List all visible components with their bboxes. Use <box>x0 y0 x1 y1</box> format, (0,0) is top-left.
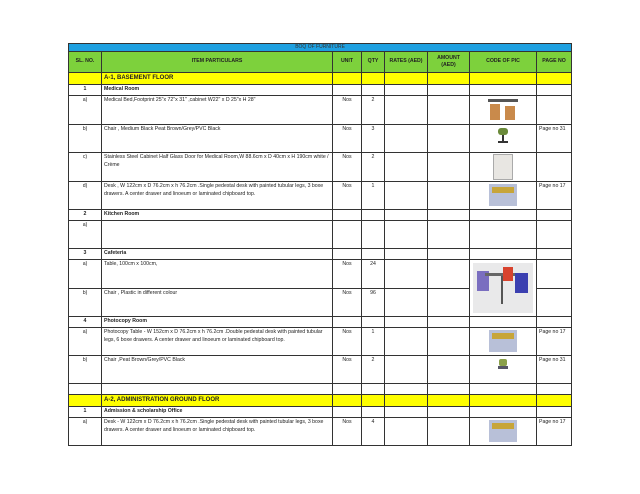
medical-bed-image <box>488 99 518 121</box>
page: Page no 31 <box>537 125 572 153</box>
group-name: Kitchen Room <box>102 210 333 221</box>
qty: 1 <box>362 328 385 356</box>
table-row <box>69 153 572 182</box>
table-row <box>69 418 572 446</box>
sl: d) <box>69 182 102 210</box>
page <box>537 260 572 289</box>
table-row <box>69 182 572 210</box>
group-row <box>69 85 572 96</box>
group-name: Admission & scholarship Office <box>102 407 333 418</box>
qty: 96 <box>362 288 385 317</box>
unit: Nos <box>333 418 362 446</box>
group-name: Photocopy Room <box>102 317 333 328</box>
unit: Nos <box>333 153 362 182</box>
group-name: Medical Room <box>102 85 333 96</box>
table-row <box>69 356 572 384</box>
qty: 2 <box>362 356 385 384</box>
table-row <box>69 125 572 153</box>
section-label: A-2, ADMINISTRATION GROUND FLOOR <box>102 395 333 407</box>
section-row <box>69 73 572 85</box>
photocopy-table-image <box>489 330 517 352</box>
header-row <box>69 52 572 73</box>
desc: Photocopy Table - W 152cm x D 76.2cm x h 76.2cm .Double pedestal desk with painted tubular legs, 6 boxe drawers. A center drawer and linoeum or laminated chipboard top. <box>102 328 333 356</box>
desc: Table, 100cm x 100cm, <box>102 260 333 289</box>
table-row <box>69 260 572 289</box>
group-no: 2 <box>69 210 102 221</box>
unit: Nos <box>333 96 362 125</box>
table-row <box>69 96 572 125</box>
unit: Nos <box>333 328 362 356</box>
col-header: PAGE NO <box>537 52 572 73</box>
desk-image <box>489 184 517 206</box>
desc: Desk - W 122cm x D 76.2cm x h 76.2cm .Single pedestal desk with painted tubular legs, 3 boxe drawers. A center drawer and linoeum or laminated chipboard top. <box>102 418 333 446</box>
unit: Nos <box>333 125 362 153</box>
col-header: QTY <box>362 52 385 73</box>
qty: 2 <box>362 96 385 125</box>
desc: Chair , Medium Black Peat Brown/Grey/PVC Black <box>102 125 333 153</box>
sl: c) <box>69 153 102 182</box>
group-no: 4 <box>69 317 102 328</box>
page: Page no 31 <box>537 356 572 384</box>
sl: b) <box>69 356 102 384</box>
group-row <box>69 210 572 221</box>
page: Page no 17 <box>537 182 572 210</box>
qty: 2 <box>362 153 385 182</box>
chair-image <box>498 359 508 377</box>
col-header: AMOUNT (AED) <box>428 52 470 73</box>
group-no: 3 <box>69 249 102 260</box>
section-row <box>69 395 572 407</box>
group-name: Cafeteria <box>102 249 333 260</box>
unit: Nos <box>333 260 362 289</box>
group-row <box>69 407 572 418</box>
page <box>537 96 572 125</box>
cafeteria-set-image <box>473 263 533 313</box>
col-header: SL. NO. <box>69 52 102 73</box>
unit: Nos <box>333 356 362 384</box>
table-row <box>69 328 572 356</box>
qty: 24 <box>362 260 385 289</box>
col-header: RATES (AED) <box>385 52 428 73</box>
cabinet-image <box>493 154 513 180</box>
desc: Chair ,Peat Brown/Grey/PVC Black <box>102 356 333 384</box>
group-row <box>69 249 572 260</box>
table-title: BOQ OF FURNITURE <box>69 44 572 52</box>
group-row <box>69 317 572 328</box>
boq-table <box>68 43 572 446</box>
sl: b) <box>69 125 102 153</box>
desc: Medical Bed,Footprint 25"x 72"x 31" ,cabinet W22" x D 25"x H 28" <box>102 96 333 125</box>
qty: 4 <box>362 418 385 446</box>
col-header: CODE OF PIC <box>470 52 537 73</box>
col-header: UNIT <box>333 52 362 73</box>
section-label: A-1, BASEMENT FLOOR <box>102 73 333 85</box>
qty: 1 <box>362 182 385 210</box>
office-chair-image <box>498 128 508 146</box>
group-no: 1 <box>69 85 102 96</box>
sl: a) <box>69 260 102 289</box>
desk-image <box>489 420 517 442</box>
desc: Stainless Steel Cabinet Half Glass Door for Medical Room,W 88.6cm x D 40cm x H 190cm white / Crème <box>102 153 333 182</box>
sl: a) <box>69 96 102 125</box>
sl: b) <box>69 288 102 317</box>
unit: Nos <box>333 182 362 210</box>
sl: a) <box>69 418 102 446</box>
page <box>537 288 572 317</box>
sl: a) <box>69 328 102 356</box>
desc: Desk , W 122cm x D 76.2cm x h 76.2cm .Single pedestal desk with painted tubular legs, 3 boxe drawers. A center drawer and linoeum or laminated chipboard top. <box>102 182 333 210</box>
group-no: 1 <box>69 407 102 418</box>
table-row <box>69 221 572 249</box>
col-header: ITEM PARTICULARS <box>102 52 333 73</box>
unit: Nos <box>333 288 362 317</box>
qty: 3 <box>362 125 385 153</box>
desc: Chair , Plastic in different colour <box>102 288 333 317</box>
page <box>537 153 572 182</box>
page: Page no 17 <box>537 328 572 356</box>
sl: a) <box>69 221 102 249</box>
page: Page no 17 <box>537 418 572 446</box>
